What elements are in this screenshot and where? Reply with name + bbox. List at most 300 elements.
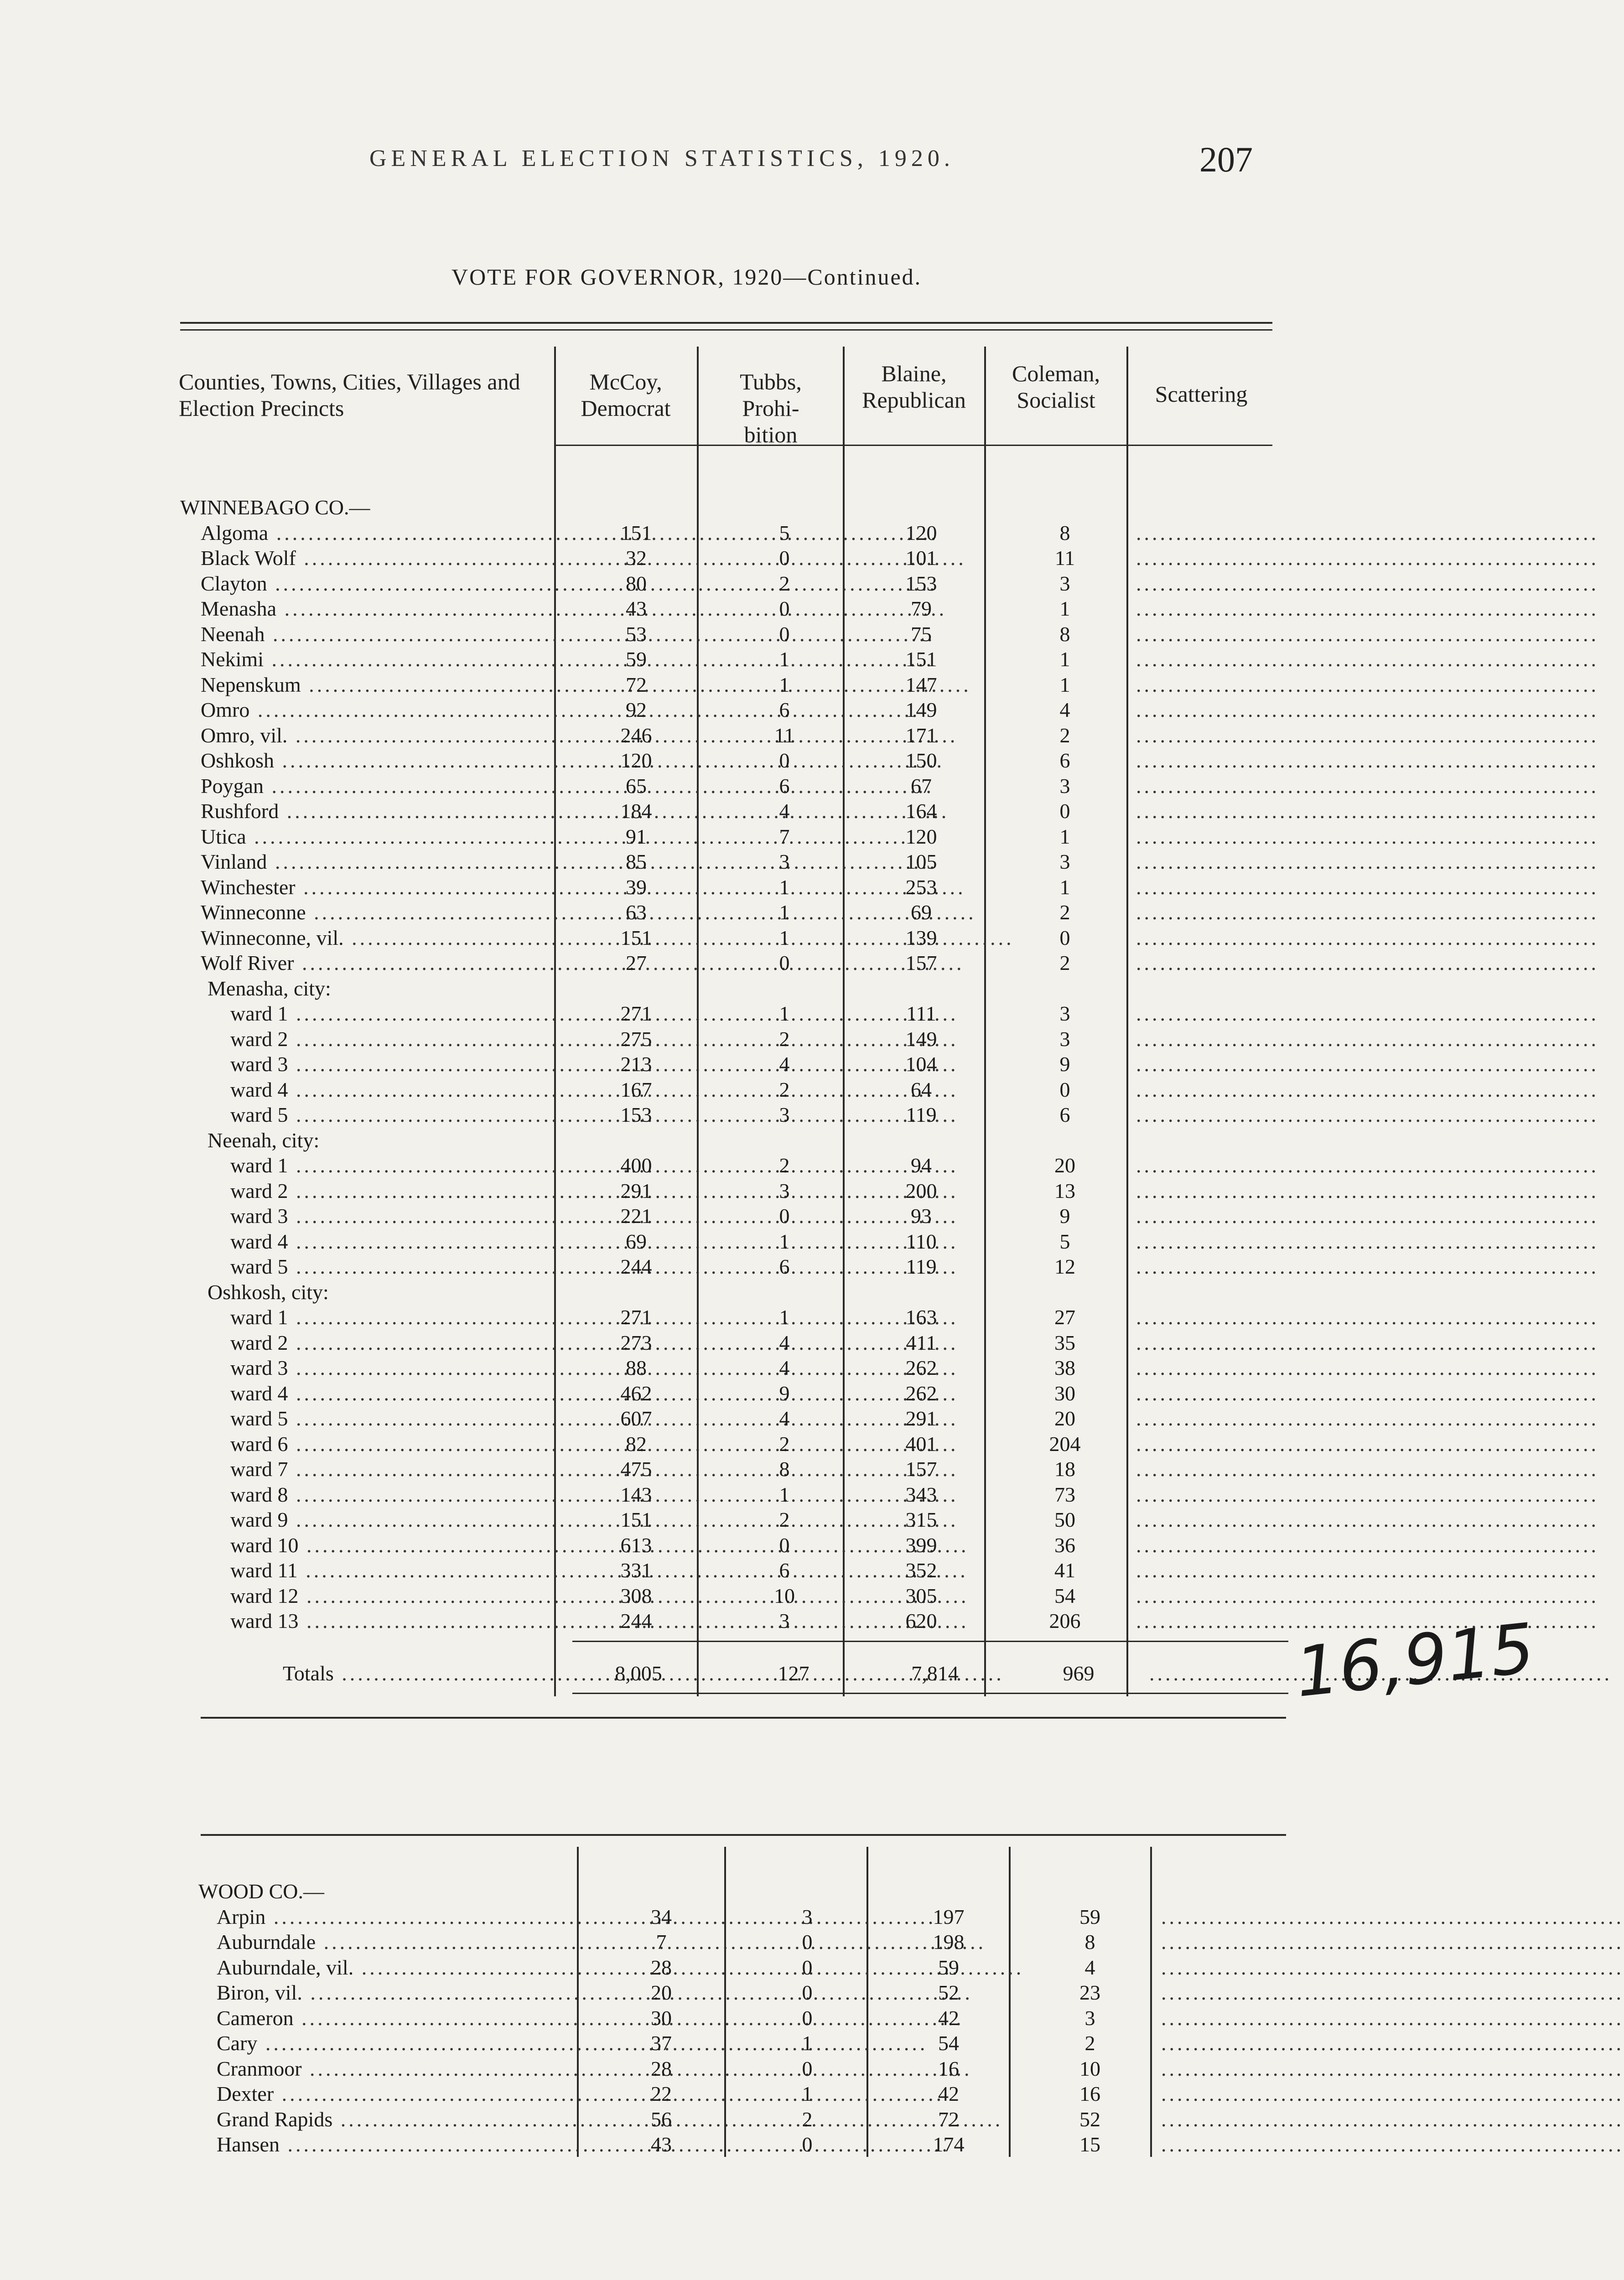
coleman-votes: 52 — [1079, 2107, 1100, 2131]
tubbs-votes: 10 — [774, 1584, 795, 1607]
tubbs-votes: 0 — [802, 2006, 813, 2030]
table-row — [0, 1533, 1481, 1558]
mccoy-votes: 244 — [620, 1609, 652, 1632]
scattering-dots — [1136, 1456, 1268, 1482]
blaine-votes: 111 — [906, 1002, 936, 1025]
table-row — [0, 1254, 1481, 1280]
place-name: Clayton ..... — [201, 571, 556, 596]
column-header-tubbs: Tubbs, Prohi- bition — [740, 369, 802, 447]
blaine-votes: 147 — [905, 673, 937, 696]
coleman-votes: 2 — [1059, 901, 1070, 924]
blaine-votes: 42 — [938, 2082, 959, 2105]
scattering-dots — [1136, 545, 1268, 571]
blaine-votes: 149 — [905, 1027, 937, 1051]
tubbs-votes: 1 — [802, 2082, 813, 2105]
place-name: Neenah ..... — [201, 622, 556, 647]
tubbs-votes: 1 — [779, 1002, 790, 1025]
tubbs-votes: 4 — [779, 799, 790, 823]
place-name: ward 2 ..... — [230, 1178, 556, 1204]
totals-tubbs: 127 — [778, 1662, 809, 1685]
blaine-votes: 150 — [905, 749, 937, 772]
scattering-dots — [1136, 773, 1268, 799]
coleman-votes: 73 — [1054, 1482, 1075, 1506]
blaine-votes: 79 — [911, 597, 932, 620]
scattering-dots — [1136, 1330, 1268, 1356]
blaine-votes: 291 — [905, 1407, 937, 1430]
blaine-votes: 69 — [911, 901, 932, 924]
blaine-votes: 59 — [938, 1955, 959, 1979]
mccoy-votes: 607 — [620, 1407, 652, 1430]
header-rule — [554, 445, 1272, 446]
place-name: ward 5 ..... — [230, 1102, 556, 1128]
place-name: Biron, vil. ..... — [217, 1980, 577, 2005]
place-name: Utica ..... — [201, 824, 556, 850]
blaine-votes: 110 — [906, 1229, 937, 1253]
scattering-dots — [1136, 647, 1268, 672]
blaine-votes: 174 — [933, 2133, 965, 2156]
scattering-dots — [1136, 1507, 1268, 1533]
scattering-dots — [1136, 824, 1268, 850]
place-name: ward 1 ..... — [230, 1153, 556, 1178]
scattering-dots — [1136, 1558, 1268, 1583]
place-name: ward 4 ..... — [230, 1381, 556, 1406]
mccoy-votes: 72 — [626, 673, 647, 696]
blaine-votes: 305 — [905, 1584, 937, 1607]
place-name: Winchester ..... — [201, 875, 556, 900]
place-name: Nekimi ..... — [201, 647, 556, 672]
tubbs-votes: 0 — [779, 1204, 790, 1228]
blaine-votes: 620 — [905, 1609, 937, 1632]
scattering-dots — [1136, 1153, 1268, 1178]
place-name: ward 8 ..... — [230, 1482, 556, 1508]
tubbs-votes: 3 — [779, 1179, 790, 1202]
tubbs-votes: 2 — [779, 1508, 790, 1531]
tubbs-votes: 9 — [779, 1381, 790, 1405]
totals-top-rule — [572, 1641, 1288, 1642]
table-row — [0, 900, 1481, 925]
totals-coleman: 969 — [1063, 1662, 1095, 1685]
coleman-votes: 13 — [1054, 1179, 1075, 1202]
place-name: Cary ..... — [217, 2031, 577, 2056]
table-row — [0, 1381, 1481, 1406]
tubbs-votes: 0 — [779, 622, 790, 646]
city-heading-label: Oshkosh, city: — [208, 1280, 329, 1304]
table-row — [0, 647, 1481, 672]
tubbs-votes: 2 — [779, 1078, 790, 1101]
table-row — [0, 773, 1481, 799]
place-name: Grand Rapids ..... — [217, 2107, 577, 2132]
mccoy-votes: 28 — [651, 1955, 672, 1979]
totals-bottom-rule — [572, 1693, 1288, 1694]
mccoy-votes: 213 — [620, 1052, 652, 1076]
table-row — [0, 1904, 1481, 1930]
scattering-dots — [1136, 1229, 1268, 1254]
coleman-votes: 36 — [1054, 1533, 1075, 1557]
scattering-dots — [1136, 900, 1268, 925]
totals-blaine: 7,814 — [911, 1662, 959, 1685]
blaine-votes: 75 — [911, 622, 932, 646]
table-row — [0, 2056, 1481, 2082]
tubbs-votes: 0 — [779, 1533, 790, 1557]
coleman-votes: 0 — [1059, 799, 1070, 823]
table-row — [0, 1026, 1481, 1052]
totals-label: Totals ..... — [283, 1661, 556, 1686]
county-heading-label: WINNEBAGO CO.— — [180, 496, 370, 519]
mccoy-votes: 20 — [651, 1981, 672, 2004]
mccoy-votes: 92 — [626, 698, 647, 721]
totals-scattering — [1149, 1661, 1279, 1686]
coleman-votes: 2 — [1059, 723, 1070, 747]
blaine-votes: 262 — [905, 1356, 937, 1379]
scattering-dots — [1136, 1178, 1268, 1204]
scattering-dots — [1136, 1583, 1268, 1609]
column-header-coleman: Coleman, Socialist — [1012, 361, 1100, 413]
coleman-votes: 9 — [1059, 1052, 1070, 1076]
scattering-dots — [1136, 723, 1268, 748]
blaine-votes: 64 — [911, 1078, 932, 1101]
mccoy-votes: 91 — [626, 824, 647, 848]
place-name: Cameron ..... — [217, 2005, 577, 2031]
scattering-dots — [1136, 1431, 1268, 1457]
mccoy-votes: 613 — [620, 1533, 652, 1557]
scattering-dots — [1136, 1254, 1268, 1280]
scattering-dots — [1136, 1077, 1268, 1103]
coleman-votes: 0 — [1059, 1078, 1070, 1101]
wood-top-rule — [201, 1834, 1286, 1836]
tubbs-votes: 2 — [779, 1432, 790, 1456]
page-number: 207 — [1199, 140, 1253, 179]
tubbs-votes: 6 — [779, 774, 790, 798]
mccoy-votes: 43 — [626, 597, 647, 620]
tubbs-votes: 1 — [779, 648, 790, 671]
coleman-votes: 23 — [1079, 1981, 1100, 2004]
coleman-votes: 3 — [1059, 1002, 1070, 1025]
tubbs-votes: 1 — [779, 673, 790, 696]
table-row — [0, 1178, 1481, 1204]
coleman-votes: 16 — [1079, 2082, 1100, 2105]
tubbs-votes: 0 — [802, 1981, 813, 2004]
mccoy-votes: 271 — [620, 1306, 652, 1329]
blaine-votes: 16 — [938, 2057, 959, 2080]
scattering-dots — [1136, 849, 1268, 875]
scattering-dots — [1161, 2031, 1293, 2056]
coleman-votes: 1 — [1059, 597, 1070, 620]
coleman-votes: 4 — [1059, 698, 1070, 721]
table-row — [0, 1001, 1481, 1026]
coleman-votes: 0 — [1059, 926, 1070, 949]
table-row — [0, 545, 1481, 571]
coleman-votes: 11 — [1054, 546, 1075, 570]
place-name: ward 5 ..... — [230, 1254, 556, 1280]
blaine-votes: 157 — [905, 951, 937, 974]
coleman-votes: 5 — [1059, 1229, 1070, 1253]
mccoy-votes: 244 — [620, 1255, 652, 1278]
tubbs-votes: 2 — [779, 1154, 790, 1177]
mccoy-votes: 82 — [626, 1432, 647, 1456]
mccoy-votes: 308 — [620, 1584, 652, 1607]
blaine-votes: 67 — [911, 774, 932, 798]
place-name: ward 2 ..... — [230, 1026, 556, 1052]
coleman-votes: 12 — [1054, 1255, 1075, 1278]
coleman-votes: 20 — [1054, 1407, 1075, 1430]
coleman-votes: 35 — [1054, 1331, 1075, 1354]
top-rule-secondary — [180, 329, 1272, 331]
mccoy-votes: 34 — [651, 1905, 672, 1928]
blaine-votes: 42 — [938, 2006, 959, 2030]
place-name: Omro ..... — [201, 697, 556, 723]
table-row — [0, 2005, 1481, 2031]
place-name: Winneconne ..... — [201, 900, 556, 925]
coleman-votes: 50 — [1054, 1508, 1075, 1531]
tubbs-votes: 0 — [802, 1930, 813, 1954]
scattering-dots — [1136, 697, 1268, 723]
coleman-votes: 2 — [1084, 2031, 1095, 2055]
scattering-dots — [1161, 2005, 1293, 2031]
coleman-votes: 8 — [1059, 622, 1070, 646]
blaine-votes: 149 — [905, 698, 937, 721]
coleman-votes: 9 — [1059, 1204, 1070, 1228]
place-name: Algoma ..... — [201, 520, 556, 546]
table-row — [0, 1406, 1481, 1431]
place-name: Nepenskum ..... — [201, 672, 556, 698]
coleman-votes: 3 — [1059, 774, 1070, 798]
coleman-votes: 41 — [1054, 1559, 1075, 1582]
blaine-votes: 104 — [905, 1052, 937, 1076]
handwritten-total-note: 16,915 — [1292, 1609, 1538, 1713]
mccoy-votes: 275 — [620, 1027, 652, 1051]
table-row — [0, 2107, 1481, 2132]
coleman-votes: 3 — [1084, 2006, 1095, 2030]
table-row — [0, 1052, 1481, 1077]
blaine-votes: 153 — [905, 571, 937, 595]
blaine-votes: 411 — [906, 1331, 937, 1354]
coleman-votes: 204 — [1049, 1432, 1081, 1456]
coleman-votes: 18 — [1054, 1457, 1075, 1481]
tubbs-votes: 1 — [779, 1306, 790, 1329]
table-row — [0, 1583, 1481, 1609]
table-row — [0, 723, 1481, 748]
tubbs-votes: 0 — [779, 546, 790, 570]
scattering-dots — [1136, 571, 1268, 596]
blaine-votes: 93 — [911, 1204, 932, 1228]
blaine-votes: 200 — [905, 1179, 937, 1202]
tubbs-votes: 0 — [802, 2057, 813, 2080]
totals-row — [0, 1661, 1481, 1686]
table-row — [0, 1980, 1481, 2005]
table-row — [0, 1558, 1481, 1583]
tubbs-votes: 0 — [802, 1955, 813, 1979]
city-heading-label: Menasha, city: — [208, 976, 331, 1000]
place-name: Vinland ..... — [201, 849, 556, 875]
mccoy-votes: 475 — [620, 1457, 652, 1481]
place-name: Hansen ..... — [217, 2132, 577, 2157]
place-name: ward 3 ..... — [230, 1052, 556, 1077]
column-header-scattering: Scattering — [1155, 381, 1248, 407]
scattering-dots — [1161, 2107, 1293, 2132]
table-row — [0, 1153, 1481, 1178]
place-name: ward 13 ..... — [230, 1608, 556, 1634]
place-name: Black Wolf ..... — [201, 545, 556, 571]
table-row — [0, 1355, 1481, 1381]
tubbs-votes: 2 — [779, 1027, 790, 1051]
coleman-votes: 38 — [1054, 1356, 1075, 1379]
coleman-votes: 6 — [1059, 1103, 1070, 1126]
table-row — [0, 824, 1481, 850]
place-name: ward 2 ..... — [230, 1330, 556, 1356]
coleman-votes: 54 — [1054, 1584, 1075, 1607]
mccoy-votes: 120 — [620, 749, 652, 772]
tubbs-votes: 1 — [779, 875, 790, 899]
mccoy-votes: 53 — [626, 622, 647, 646]
tubbs-votes: 4 — [779, 1331, 790, 1354]
mccoy-votes: 246 — [620, 723, 652, 747]
column-header-blaine: Blaine, Republican — [862, 361, 966, 413]
scattering-dots — [1161, 2132, 1293, 2157]
place-name: ward 9 ..... — [230, 1507, 556, 1533]
blaine-votes: 164 — [905, 799, 937, 823]
place-name: Wolf River ..... — [201, 950, 556, 976]
table-row — [0, 1330, 1481, 1356]
table-row — [0, 798, 1481, 824]
place-name: Auburndale ..... — [217, 1929, 577, 1955]
mccoy-votes: 400 — [620, 1154, 652, 1177]
running-header: GENERAL ELECTION STATISTICS, 1920. — [369, 145, 955, 171]
table-row — [0, 1456, 1481, 1482]
coleman-votes: 4 — [1084, 1955, 1095, 1979]
scattering-dots — [1136, 520, 1268, 546]
coleman-votes: 6 — [1059, 749, 1070, 772]
tubbs-votes: 5 — [779, 521, 790, 544]
mccoy-votes: 184 — [620, 799, 652, 823]
table-row — [0, 1507, 1481, 1533]
table-row — [0, 2031, 1481, 2056]
coleman-votes: 10 — [1079, 2057, 1100, 2080]
tubbs-votes: 8 — [779, 1457, 790, 1481]
blaine-votes: 101 — [905, 546, 937, 570]
place-name: Cranmoor ..... — [217, 2056, 577, 2082]
scattering-dots — [1136, 1406, 1268, 1431]
place-name: ward 12 ..... — [230, 1583, 556, 1609]
mccoy-votes: 291 — [620, 1179, 652, 1202]
table-row — [0, 2132, 1481, 2157]
blaine-votes: 198 — [933, 1930, 965, 1954]
mccoy-votes: 462 — [620, 1381, 652, 1405]
scattering-dots — [1161, 1955, 1293, 1980]
scattering-dots — [1136, 672, 1268, 698]
scattering-dots — [1136, 748, 1268, 773]
mccoy-votes: 43 — [651, 2133, 672, 2156]
mccoy-votes: 30 — [651, 2006, 672, 2030]
county-heading — [0, 1879, 1481, 1904]
table-row — [0, 875, 1481, 900]
county-heading-label: WOOD CO.— — [198, 1880, 324, 1903]
tubbs-votes: 11 — [774, 723, 795, 747]
mccoy-votes: 59 — [626, 648, 647, 671]
mccoy-votes: 331 — [620, 1559, 652, 1582]
mccoy-votes: 80 — [626, 571, 647, 595]
mccoy-votes: 271 — [620, 1002, 652, 1025]
place-name: ward 7 ..... — [230, 1456, 556, 1482]
mccoy-votes: 63 — [626, 901, 647, 924]
coleman-votes: 8 — [1059, 521, 1070, 544]
mccoy-votes: 153 — [620, 1103, 652, 1126]
place-name: ward 5 ..... — [230, 1406, 556, 1431]
coleman-votes: 3 — [1059, 1027, 1070, 1051]
place-name: ward 3 ..... — [230, 1203, 556, 1229]
tubbs-votes: 1 — [779, 926, 790, 949]
coleman-votes: 8 — [1084, 1930, 1095, 1954]
column-header-mccoy: McCoy, Democrat — [581, 369, 671, 421]
blaine-votes: 352 — [905, 1559, 937, 1582]
tubbs-votes: 6 — [779, 698, 790, 721]
mccoy-votes: 27 — [626, 951, 647, 974]
scattering-dots — [1136, 1355, 1268, 1381]
mccoy-votes: 37 — [651, 2031, 672, 2055]
tubbs-votes: 0 — [779, 749, 790, 772]
mccoy-votes: 273 — [620, 1331, 652, 1354]
place-name: ward 4 ..... — [230, 1077, 556, 1103]
column-header-place: Counties, Towns, Cities, Villages and Election Precincts — [179, 369, 520, 421]
place-name: Poygan ..... — [201, 773, 556, 799]
coleman-votes: 2 — [1059, 951, 1070, 974]
blaine-votes: 120 — [905, 521, 937, 544]
scattering-dots — [1136, 875, 1268, 900]
scattering-dots — [1136, 1026, 1268, 1052]
table-row — [0, 849, 1481, 875]
table-row — [0, 520, 1481, 546]
tubbs-votes: 4 — [779, 1052, 790, 1076]
tubbs-votes: 3 — [779, 1609, 790, 1632]
mccoy-votes: 56 — [651, 2107, 672, 2131]
place-name: ward 4 ..... — [230, 1229, 556, 1254]
blaine-votes: 163 — [905, 1306, 937, 1329]
place-name: ward 1 ..... — [230, 1305, 556, 1330]
city-heading — [0, 1128, 1481, 1153]
tubbs-votes: 3 — [779, 850, 790, 873]
scattering-dots — [1136, 798, 1268, 824]
coleman-votes: 206 — [1049, 1609, 1081, 1632]
tubbs-votes: 6 — [779, 1255, 790, 1278]
table-row — [0, 571, 1481, 596]
tubbs-votes: 3 — [802, 1905, 813, 1928]
mccoy-votes: 28 — [651, 2057, 672, 2080]
place-name: ward 6 ..... — [230, 1431, 556, 1457]
scattering-dots — [1161, 2056, 1293, 2082]
table-row — [0, 1077, 1481, 1103]
mccoy-votes: 221 — [620, 1204, 652, 1228]
tubbs-votes: 4 — [779, 1356, 790, 1379]
blaine-votes: 94 — [911, 1154, 932, 1177]
mccoy-votes: 167 — [620, 1078, 652, 1101]
tubbs-votes: 0 — [779, 951, 790, 974]
tubbs-votes: 3 — [779, 1103, 790, 1126]
tubbs-votes: 0 — [802, 2133, 813, 2156]
scattering-dots — [1136, 1001, 1268, 1026]
table-row — [0, 1482, 1481, 1508]
tubbs-votes: 1 — [802, 2031, 813, 2055]
coleman-votes: 1 — [1059, 824, 1070, 848]
mccoy-votes: 22 — [651, 2082, 672, 2105]
scattering-dots — [1136, 622, 1268, 647]
county-heading — [0, 495, 1481, 520]
mccoy-votes: 151 — [620, 521, 652, 544]
tubbs-votes: 7 — [779, 824, 790, 848]
tubbs-votes: 1 — [779, 1229, 790, 1253]
tubbs-votes: 6 — [779, 1559, 790, 1582]
mccoy-votes: 88 — [626, 1356, 647, 1379]
bottom-rule — [201, 1717, 1286, 1719]
scattering-dots — [1136, 1533, 1268, 1558]
